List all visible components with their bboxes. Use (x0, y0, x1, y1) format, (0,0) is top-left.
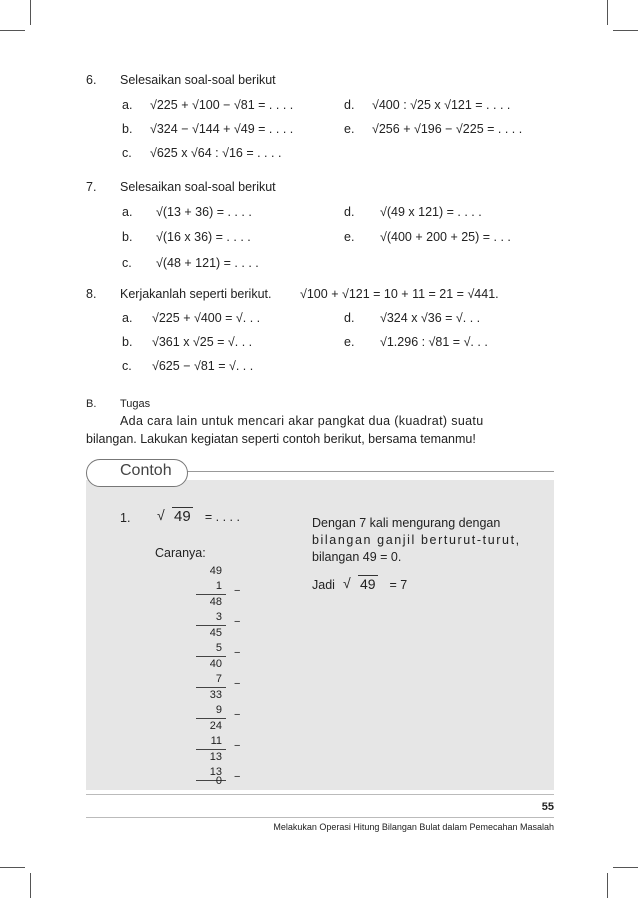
step-value: 5 (215, 642, 222, 654)
crop-mark (613, 867, 638, 868)
item-label: c. (122, 256, 132, 270)
step-value: 7 (215, 673, 222, 685)
minus-sign: − (234, 740, 241, 752)
minus-sign: − (234, 585, 241, 597)
item-expression: √256 + √196 − √225 = . . . . (372, 122, 523, 136)
footer-rule (86, 817, 554, 818)
step-value: 48 (209, 596, 222, 608)
item-label: d. (344, 98, 355, 112)
item-label: a. (122, 98, 133, 112)
problem-title: Kerjakanlah seperti berikut. (120, 287, 272, 301)
explanation-line: Dengan 7 kali mengurang dengan (312, 516, 501, 530)
page-number: 55 (541, 801, 554, 813)
problem-title: Selesaikan soal-soal berikut (120, 180, 276, 194)
footer-rule (86, 794, 554, 795)
item-label: c. (122, 359, 132, 373)
section-label: B. (86, 398, 97, 410)
sqrt-symbol (158, 508, 193, 525)
item-label: e. (344, 335, 355, 349)
problem-title: Selesaikan soal-soal berikut (120, 73, 276, 87)
example-tab-label: Contoh (120, 462, 172, 479)
example-expression: √100 + √121 = 10 + 11 = 21 = √441. (300, 287, 499, 301)
subtraction-bar (196, 594, 226, 595)
step-value: 1 (215, 580, 222, 592)
item-label: c. (122, 146, 132, 160)
radicand: 49 (360, 576, 376, 592)
subtraction-bar (196, 687, 226, 688)
section-title: Tugas (120, 398, 151, 410)
item-expression: √1.296 : √81 = √. . . (380, 335, 488, 349)
step-value: 49 (209, 565, 222, 577)
section-paragraph: bilangan. Lakukan kegiatan seperti contoh berikut, bersama temanmu! (86, 432, 476, 446)
minus-sign: − (234, 709, 241, 721)
crop-mark (607, 0, 608, 25)
crop-mark (613, 30, 638, 31)
problem-number: 8. (86, 287, 97, 301)
step-value: 11 (210, 735, 222, 747)
step-value: 13 (209, 751, 222, 763)
explanation-line: bilangan ganjil berturut-turut, (312, 533, 521, 547)
item-label: e. (344, 230, 355, 244)
item-expression: √(13 + 36) = . . . . (156, 205, 252, 219)
item-label: b. (122, 122, 133, 136)
step-value: 45 (209, 627, 222, 639)
item-expression: √400 : √25 x √121 = . . . . (372, 98, 511, 112)
minus-sign: − (234, 771, 241, 783)
step-value: 13 (209, 766, 222, 778)
item-expression: √225 + √100 − √81 = . . . . (150, 98, 294, 112)
subtraction-bar (196, 656, 226, 657)
step-value: 3 (215, 611, 222, 623)
method-label: Caranya: (155, 546, 206, 560)
item-label: d. (344, 205, 355, 219)
crop-mark (607, 873, 608, 898)
explanation-line: bilangan 49 = 0. (312, 550, 402, 564)
item-expression: √(48 + 121) = . . . . (156, 256, 259, 270)
step-value: 40 (209, 658, 222, 670)
subtraction-bar (196, 718, 226, 719)
minus-sign: − (234, 616, 241, 628)
item-label: b. (122, 335, 133, 349)
example-number: 1. (120, 511, 131, 525)
step-value: 9 (215, 704, 222, 716)
problem-number: 7. (86, 180, 97, 194)
crop-mark (0, 30, 25, 31)
item-expression: √625 x √64 : √16 = . . . . (150, 146, 282, 160)
crop-mark (30, 873, 31, 898)
sqrt-symbol (344, 576, 378, 592)
item-label: b. (122, 230, 133, 244)
example-question (158, 508, 240, 525)
footer-caption: Melakukan Operasi Hitung Bilangan Bulat dalam Pemecahan Masalah (273, 822, 554, 832)
minus-sign: − (234, 647, 241, 659)
item-expression: √(16 x 36) = . . . . (156, 230, 251, 244)
item-expression: √324 x √36 = √. . . (380, 311, 481, 325)
crop-mark (30, 0, 31, 25)
item-expression: √(400 + 200 + 25) = . . . (380, 230, 511, 244)
step-value: 0 (215, 775, 222, 787)
item-label: a. (122, 205, 133, 219)
panel-top-rule (186, 471, 554, 472)
minus-sign: − (234, 678, 241, 690)
item-label: e. (344, 122, 355, 136)
item-expression: √(49 x 121) = . . . . (380, 205, 482, 219)
item-expression: √324 − √144 + √49 = . . . . (150, 122, 294, 136)
conclusion-label: Jadi (312, 578, 335, 592)
crop-mark (0, 867, 25, 868)
problem-number: 6. (86, 73, 97, 87)
item-expression: √361 x √25 = √. . . (152, 335, 253, 349)
item-expression: √225 + √400 = √. . . (152, 311, 261, 325)
question-tail: = . . . . (204, 510, 240, 524)
step-value: 33 (209, 689, 222, 701)
item-expression: √625 − √81 = √. . . (152, 359, 254, 373)
radicand: 49 (174, 508, 191, 525)
item-label: d. (344, 311, 355, 325)
subtraction-bar (196, 749, 226, 750)
subtraction-bar (196, 625, 226, 626)
item-label: a. (122, 311, 133, 325)
conclusion-expression (344, 576, 407, 592)
section-paragraph: Ada cara lain untuk mencari akar pangkat dua (kuadrat) suatu (120, 414, 484, 428)
step-value: 24 (209, 720, 222, 732)
conclusion-result: = 7 (389, 578, 408, 592)
